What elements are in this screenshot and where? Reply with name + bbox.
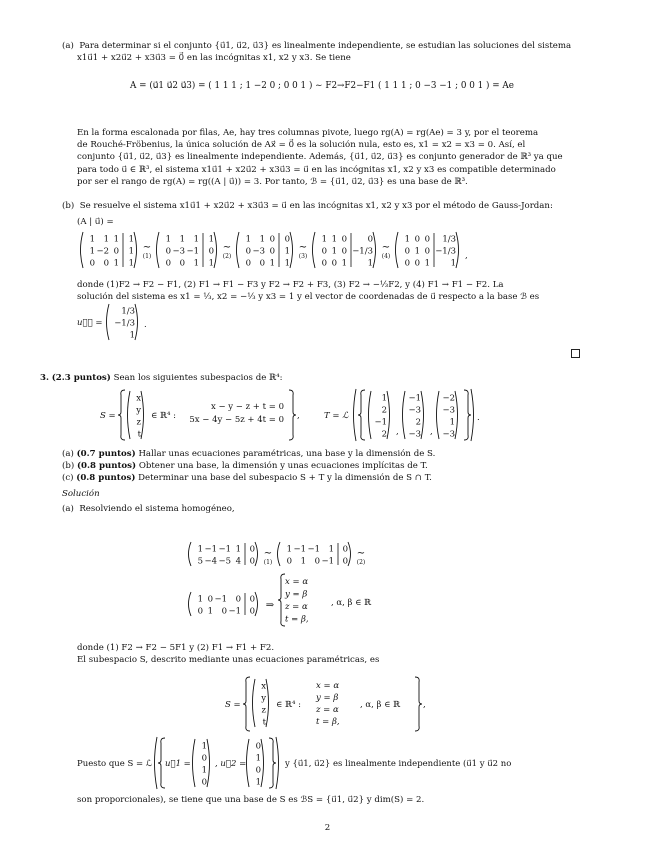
hom-m2-cell: 0 (221, 606, 227, 617)
body-line-1: En la forma escalonada por filas, Ae, hay tres columnas pivote, luego rg(A) = rg(Ae) = 3 y, por el teorema (77, 128, 539, 138)
part-a-label: (a) (62, 41, 74, 51)
S-vec-cell: t (137, 429, 141, 440)
hom-m1-cell: 0 (314, 556, 320, 567)
gj-m4-cell: 1/3 (442, 234, 456, 245)
hom-param-cond: , α, β ∈ ℝ (331, 598, 372, 608)
gj-m2-cell: 1 (245, 234, 251, 245)
hom-param-eq: z = α (285, 602, 308, 612)
gj-m1-cell: 0 (179, 258, 185, 269)
gj-s1-sim: ∼ (142, 242, 152, 253)
span-rparen (276, 737, 279, 789)
span-u2-cell: 0 (255, 741, 261, 752)
gj-m3-lparen (313, 232, 316, 268)
hom-m2-cell: 0 (235, 594, 241, 605)
item-a (62, 448, 582, 460)
hom-m1-cell: 1 (286, 544, 292, 555)
item-a-text: Hallar unas ecuaciones paramétricas, una base y la dimensión de S. (138, 449, 436, 459)
hom-param-eq: y = β (285, 589, 308, 600)
hom-m0-cell: 0 (249, 544, 255, 555)
homogeneous-system-svg (185, 538, 515, 628)
T-vec-0-cell: −1 (374, 417, 387, 428)
problem-3-number: 3. (40, 373, 49, 383)
gj-m2-cell: 0 (269, 246, 275, 257)
part-a-body (77, 127, 582, 188)
hom-m0-cell: 4 (235, 556, 241, 567)
donde-line-2: solución del sistema es x1 = ⅓, x2 = −⅓ y x3 = 1 y el vector de coordenadas de u⃗ respecto a la base ℬ es (77, 292, 540, 303)
Sp-vec-cell: z (261, 705, 266, 716)
item-c-points: (0.8 puntos) (76, 473, 136, 484)
hom-m2-cell: 0 (249, 594, 255, 605)
gj-m1-cell: 1 (193, 258, 199, 269)
T-dot: . (477, 413, 480, 423)
part-b-intro: Se resuelve el sistema x1u⃗1 + x2u⃗2 + x3u⃗3 = u⃗ en las incógnitas x1, x2 y x3 por el método de Gauss-Jordan: (79, 201, 553, 211)
gauss-jordan-chain (77, 228, 582, 272)
hom-s2-sim: ∼ (356, 548, 366, 559)
gj-s4-step: (4) (381, 253, 391, 260)
item-b-text: Obtener una base, la dimensión y unas ecuaciones implícitas de T. (138, 461, 428, 472)
part-b-donde (77, 279, 582, 303)
gj-m3-cell: 0 (341, 246, 347, 257)
part-b-previous (62, 200, 587, 212)
hom-param-eq: x = α (285, 577, 309, 587)
T-lbrace (358, 390, 365, 440)
gj-m0-cell: 1 (89, 234, 95, 245)
hom-m2-cell: −1 (214, 594, 227, 605)
gj-m2-cell: 1 (284, 246, 290, 257)
S-vec-cell: z (136, 417, 141, 428)
coord-vec-lparen (107, 304, 110, 340)
gj-m3-cell: 1 (341, 258, 347, 269)
body-line-4: para todo u⃗ ∈ ℝ³, el sistema x1u⃗1 + x2u⃗2 + x3u⃗3 = u⃗ en las incógnitas x1, x2 y x3 es compatible determinado (77, 164, 556, 175)
T-vec-1-rparen (421, 391, 424, 439)
T-vec-2-cell: −3 (442, 429, 455, 440)
hom-m2-cell: 0 (249, 606, 255, 617)
S-vec-cell: x (136, 393, 141, 404)
gj-m4-cell: 0 (414, 258, 420, 269)
span-u1-cell: 0 (201, 753, 207, 764)
item-b-points: (0.8 puntos) (76, 461, 137, 472)
part-a-previous (62, 40, 582, 64)
hom-m0-cell: 5 (197, 556, 203, 567)
gj-m2-cell: 1 (259, 234, 265, 245)
gj-m1-cell: 1 (165, 234, 171, 245)
gj-m4-cell: 1 (450, 258, 456, 269)
gj-m2-cell: 0 (245, 258, 251, 269)
gj-s2-sim: ∼ (222, 242, 232, 253)
gj-m3-rparen (373, 232, 376, 268)
hom-m0-cell: 1 (235, 544, 241, 555)
gj-m0-cell: 1 (113, 234, 119, 245)
coord-label: u⃗ℬ = (77, 318, 103, 328)
Sp-vec-rparen (266, 679, 269, 727)
gj-m3-cell: 1 (367, 258, 373, 269)
span-u1-cell: 0 (201, 777, 207, 788)
donde-line-1: donde (1)F2 → F2 − F1, (2) F1 → F1 − F3 y F2 → F2 + F3, (3) F2 → −⅓F2, y (4) F1 → F1 − F2. La (77, 280, 504, 290)
matrix-A-equation (62, 80, 582, 92)
coordinate-vector (77, 303, 277, 341)
gj-m3-cell: −1/3 (352, 246, 373, 257)
gj-m1-lparen (157, 232, 160, 268)
gj-m2-cell: 1 (269, 258, 275, 269)
gj-m1-cell: 1 (208, 234, 214, 245)
gj-comma: , (465, 251, 468, 261)
gj-m4-cell: 1 (414, 246, 420, 257)
gj-m4-cell: 1 (424, 258, 430, 269)
hom-m2-cell: 0 (197, 606, 203, 617)
gj-m2-cell: 1 (284, 258, 290, 269)
item-a-label: (a) (62, 449, 74, 459)
T-vec-1-cell: −3 (408, 429, 421, 440)
gj-m4-lparen (396, 232, 399, 268)
T-rparen (471, 389, 474, 441)
hom-m1-cell: −1 (321, 556, 334, 567)
item-b-label: (b) (62, 461, 75, 472)
subspace-definitions-svg (100, 388, 580, 444)
S-lhs: S = (100, 411, 116, 421)
body-line-3: conjunto {u⃗1, u⃗2, u⃗3} es linealmente independiente. Además, {u⃗1, u⃗2, u⃗3} es conjunto generador de ℝ³ ya que (77, 152, 563, 163)
hom-m1-cell: 0 (342, 544, 348, 555)
span-post: y {u⃗1, u⃗2} es linealmente independiente (u⃗1 y u⃗2 no (285, 759, 512, 769)
gj-s3-step: (3) (298, 253, 308, 260)
hom-lbrace (278, 574, 285, 626)
gj-m1-cell: 0 (208, 246, 214, 257)
Sp-lbrace (243, 677, 250, 731)
item-a-points: (0.7 puntos) (76, 449, 136, 459)
aug-matrix-label: (A | u⃗) = (77, 217, 114, 227)
S-parametric-svg (225, 674, 475, 734)
hom-m2-cell: 1 (197, 594, 203, 605)
part-b-label: (b) (62, 201, 75, 211)
S-vec-lparen (128, 391, 131, 439)
gj-m0-cell: 1 (128, 258, 134, 269)
gj-m1-cell: −1 (186, 246, 199, 257)
final-line: son proporcionales), se tiene que una base de S es ℬS = {u⃗1, u⃗2} y dim(S) = 2. (77, 795, 425, 805)
gj-m3-cell: 0 (321, 258, 327, 269)
gj-m4-cell: 0 (414, 234, 420, 245)
homogeneous-system (185, 538, 515, 628)
gj-s4-sim: ∼ (381, 242, 391, 253)
hom-implies: ⇒ (265, 600, 275, 611)
hom-m2-cell: −1 (228, 606, 241, 617)
gj-m0-cell: 0 (103, 258, 109, 269)
gj-m4-cell: 0 (404, 258, 410, 269)
gj-m3-cell: 1 (331, 234, 337, 245)
page-number: 2 (324, 823, 331, 833)
sub-desc: El subespacio S, descrito mediante unas ecuaciones paramétricas, es (77, 655, 380, 666)
hom-m1-cell: 0 (342, 556, 348, 567)
T-vec-2-cell: 1 (449, 417, 455, 428)
hom-s2-step: (2) (356, 559, 366, 566)
span-lparen (155, 737, 158, 789)
gj-m1-cell: 0 (165, 258, 171, 269)
hom-m1-cell: 1 (300, 556, 306, 567)
item-c (62, 472, 582, 484)
hom-m0-cell: −4 (204, 556, 217, 567)
gj-m1-cell: 0 (165, 246, 171, 257)
coordinate-vector-svg (77, 303, 277, 341)
hom-param-eq: t = β, (285, 614, 309, 625)
hom-m2-lparen (189, 592, 192, 616)
gj-m0-cell: 1 (103, 234, 109, 245)
gj-s2-step: (2) (222, 253, 232, 260)
gj-m2-cell: 0 (269, 234, 275, 245)
span-u1-label: u⃗1 = (165, 759, 191, 769)
S-eq1: x − y − z + t = 0 (210, 402, 284, 412)
T-vec-1-cell: −3 (408, 405, 421, 416)
Sp-eq: x = α (316, 681, 340, 691)
S-parametric (225, 674, 475, 734)
hom-m2-rparen (255, 592, 258, 616)
gj-m4-cell: 0 (424, 246, 430, 257)
Sp-cond: , α, β ∈ ℝ (360, 700, 401, 710)
gj-m2-cell: 0 (259, 258, 265, 269)
item-b (62, 460, 582, 472)
gj-m1-cell: 1 (208, 258, 214, 269)
T-vec-1-cell: 2 (415, 417, 421, 428)
T-sep: , (430, 427, 433, 437)
hom-m0-cell: −1 (204, 544, 217, 555)
span-lbrace (158, 738, 165, 788)
hom-m1-cell: 0 (286, 556, 292, 567)
gj-m2-cell: −3 (252, 246, 265, 257)
hom-m0-cell: −1 (218, 544, 231, 555)
gj-m0-lparen (81, 232, 84, 268)
span-u2-lparen (247, 739, 250, 787)
gj-m3-cell: 1 (331, 246, 337, 257)
Sp-vec-cell: y (261, 693, 266, 704)
gj-m4-cell: 0 (424, 234, 430, 245)
T-vec-0-cell: 2 (381, 429, 387, 440)
sol-a-label: (a) (62, 503, 74, 514)
T-vec-0-cell: 2 (381, 405, 387, 416)
gj-m0-cell: −2 (96, 246, 109, 257)
T-vec-2-cell: −3 (442, 405, 455, 416)
S-vec-rparen (141, 391, 144, 439)
T-vec-0-rparen (387, 391, 390, 439)
gj-m2-cell: 0 (284, 234, 290, 245)
span-statement-svg (77, 736, 582, 790)
Sp-eq: t = β, (316, 717, 340, 727)
span-u2-label: , u⃗2 = (215, 759, 247, 769)
T-rbrace (464, 390, 471, 440)
hom-m2-cell: 0 (207, 594, 213, 605)
span-u2-cell: 1 (255, 777, 261, 788)
span-u1-cell: 1 (201, 765, 207, 776)
gj-m4-cell: 1 (404, 234, 410, 245)
coord-vec-cell: −1/3 (114, 318, 135, 329)
gj-m2-rparen (290, 232, 293, 268)
gj-m0-rparen (134, 232, 137, 268)
problem-3-heading (40, 372, 585, 384)
T-vec-0-lparen (369, 391, 372, 439)
gj-m1-cell: 1 (179, 234, 185, 245)
gj-s3-sim: ∼ (298, 242, 308, 253)
gj-m3-cell: 0 (321, 246, 327, 257)
gj-m4-cell: −1/3 (435, 246, 456, 257)
hom-s1-step: (1) (263, 559, 273, 566)
sol-a-intro: Resolviendo el sistema homogéneo, (79, 503, 235, 514)
body-line-5: por ser el rango de rg(A) = rg((A | u⃗)) = 3. Por tanto, ℬ = {u⃗1, u⃗2, u⃗3} es una base de ℝ³. (77, 176, 468, 187)
span-u2-cell: 1 (255, 753, 261, 764)
coord-vec-rparen (135, 304, 138, 340)
Sp-eq: y = β (316, 693, 339, 703)
S-lbrace (118, 390, 125, 440)
hom-m2-cell: 1 (207, 606, 213, 617)
hom-m1-lparen (278, 542, 281, 566)
T-vec-1-cell: −1 (408, 393, 421, 404)
Sp-vec-lparen (253, 679, 256, 727)
span-u1-rparen (207, 739, 210, 787)
part-a-intro-1: Para determinar si el conjunto {u⃗1, u⃗2, u⃗3} es linealmente independiente, se estudian las soluciones del sistema (79, 41, 572, 51)
hom-m1-cell: −1 (307, 544, 320, 555)
Sp-vec-cell: t (262, 717, 266, 728)
gj-m4-rparen (456, 232, 459, 268)
span-u1-lparen (193, 739, 196, 787)
hom-s1-sim: ∼ (263, 548, 273, 559)
hom-m0-cell: 1 (197, 544, 203, 555)
donde-h: donde (1) F2 → F2 − 5F1 y (2) F1 → F1 + F2. (77, 643, 275, 653)
hom-m1-cell: 1 (328, 544, 334, 555)
gj-m2-cell: 0 (245, 246, 251, 257)
span-u1-cell: 1 (201, 741, 207, 752)
gauss-jordan-svg (77, 228, 582, 272)
sol-a-donde (77, 642, 582, 666)
gj-m3-cell: 0 (367, 234, 373, 245)
matrix-A-equation-text: A = (u⃗1 u⃗2 u⃗3) = ( 1 1 1 ; 1 −2 0 ; 0 0 1 ) ∼ F2→F2−F1 ( 1 1 1 ; 0 −3 −1 ; 0 0 1 ) = Ae (130, 81, 514, 91)
Sp-eq: z = α (316, 705, 339, 715)
solucion-heading: Solución (62, 488, 100, 499)
span-statement (77, 736, 582, 790)
gj-m3-cell: 1 (321, 234, 327, 245)
S-in: ∈ ℝ⁴ : (151, 411, 177, 421)
qed-box (571, 349, 580, 358)
gj-m3-cell: 0 (341, 234, 347, 245)
gj-m0-cell: 1 (89, 246, 95, 257)
Sp-lhs: S = (225, 700, 241, 710)
Sp-rbrace (415, 677, 422, 731)
coord-vec-cell: 1 (129, 330, 135, 341)
gj-m2-lparen (237, 232, 240, 268)
span-u2-rparen (261, 739, 264, 787)
hom-m0-cell: −5 (218, 556, 231, 567)
T-vec-0-cell: 1 (381, 393, 387, 404)
S-vec-cell: y (136, 405, 141, 416)
T-vec-2-cell: −2 (442, 393, 455, 404)
T-vec-2-rparen (455, 391, 458, 439)
coord-vec-cell: 1/3 (121, 306, 135, 317)
part-a-intro-2: x1u⃗1 + x2u⃗2 + x3u⃗3 = 0⃗ en las incógnitas x1, x2 y x3. Se tiene (77, 53, 351, 64)
S-eq2: 5x − 4y − 5z + 4t = 0 (189, 415, 284, 425)
body-line-2: de Rouché-Fröbenius, la única solución de Ax⃗ = 0⃗ es la solución nula, esto es, x1 = x2 = x3 = 0. Así, el (77, 140, 526, 151)
gj-m0-cell: 0 (89, 258, 95, 269)
subspace-definitions (100, 388, 580, 444)
hom-m1-rparen (348, 542, 351, 566)
Sp-in: ∈ ℝ⁴ : (276, 700, 302, 710)
T-vec-2-lparen (437, 391, 440, 439)
S-rbrace (289, 390, 296, 440)
problem-3-text: Sean los siguientes subespacios de ℝ⁴: (113, 373, 283, 383)
Sp-vec-cell: x (261, 681, 266, 692)
hom-m0-cell: 0 (249, 556, 255, 567)
T-sep: , (396, 427, 399, 437)
gj-m0-cell: 1 (128, 234, 134, 245)
gj-m3-cell: 0 (331, 258, 337, 269)
item-c-label: (c) (62, 473, 74, 484)
gj-m0-cell: 0 (113, 246, 119, 257)
item-c-text: Determinar una base del subespacio S + T y la dimensión de S ∩ T. (138, 473, 432, 484)
coord-dot: . (144, 320, 147, 330)
gj-m1-rparen (214, 232, 217, 268)
T-lparen (354, 389, 357, 441)
T-vec-1-lparen (403, 391, 406, 439)
hom-m0-rparen (255, 542, 258, 566)
span-rbrace (269, 738, 276, 788)
problem-3-items (62, 448, 582, 515)
gj-m0-cell: 1 (113, 258, 119, 269)
span-u2-cell: 0 (255, 765, 261, 776)
gj-m1-cell: −3 (172, 246, 185, 257)
S-comma: , (297, 411, 300, 421)
Sp-comma: , (423, 700, 426, 710)
hom-m0-lparen (189, 542, 192, 566)
problem-3-points: (2.3 puntos) (51, 373, 111, 383)
hom-m1-cell: −1 (293, 544, 306, 555)
gj-m1-cell: 1 (193, 234, 199, 245)
gj-m0-cell: 1 (128, 246, 134, 257)
gj-m4-cell: 0 (404, 246, 410, 257)
gj-s1-step: (1) (142, 253, 152, 260)
span-pre: Puesto que S = ℒ (77, 759, 152, 769)
T-lhs: T = ℒ (324, 411, 349, 421)
